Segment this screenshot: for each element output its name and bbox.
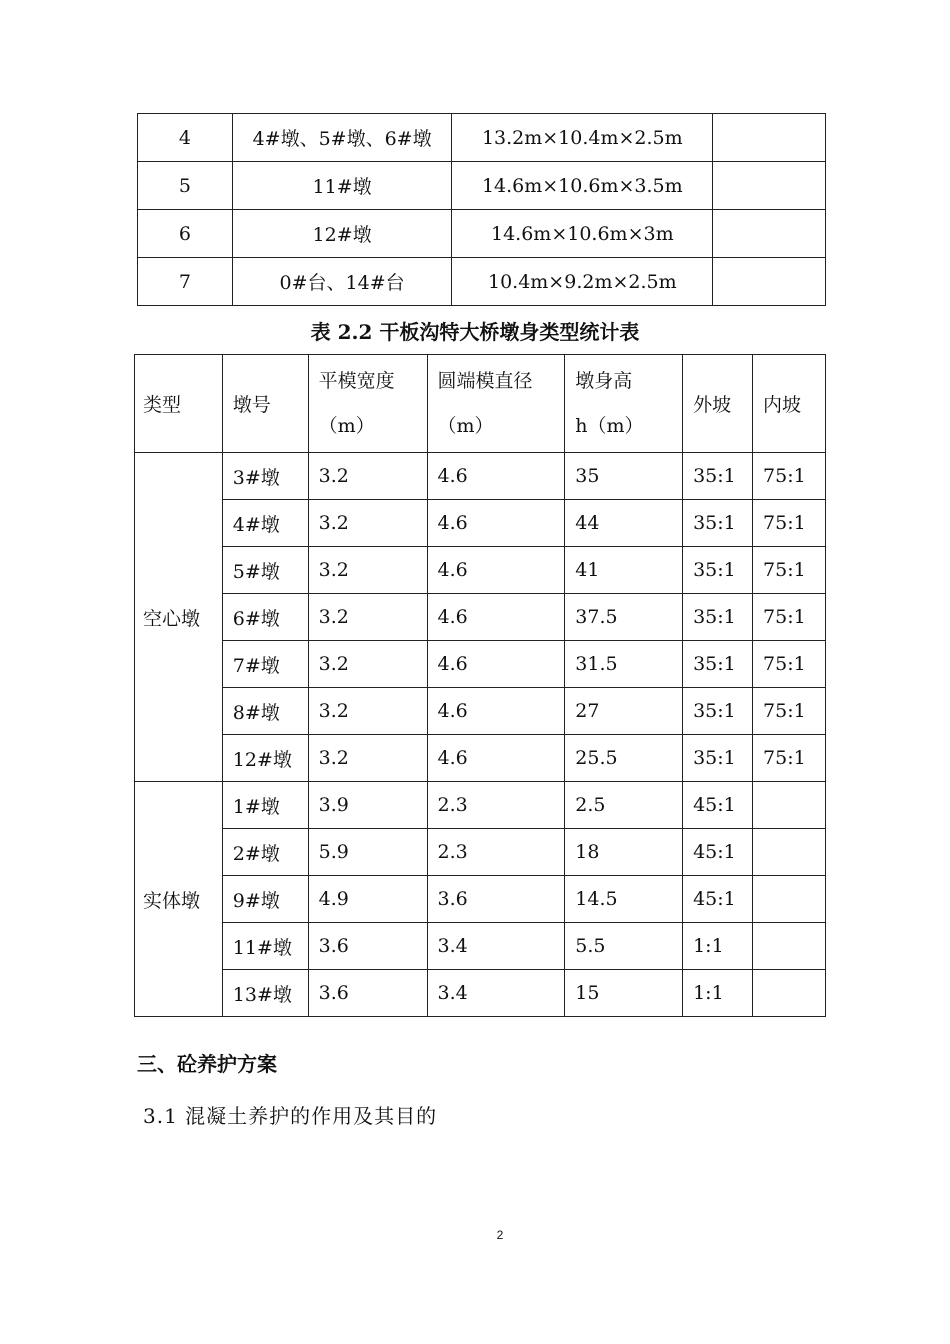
table-cell: 3.2: [308, 735, 427, 782]
header-height-line2: h（m）: [575, 414, 644, 437]
table-cell: 3.4: [427, 923, 565, 970]
table-cell: 4#墩: [222, 500, 308, 547]
table-row: [138, 258, 826, 306]
table-cell: 12#墩: [232, 210, 452, 258]
table-cell: [753, 970, 826, 1017]
table-cell: 2#墩: [222, 829, 308, 876]
pier-type-table: [134, 354, 826, 1017]
table-cell: 15: [565, 970, 683, 1017]
table-cell: 35:1: [683, 500, 753, 547]
table-row: [135, 641, 826, 688]
table-row: [135, 500, 826, 547]
table-row: [138, 114, 826, 162]
header-type: 类型: [135, 355, 223, 453]
table-cell: [713, 114, 826, 162]
table-cell: 10.4m×9.2m×2.5m: [452, 258, 713, 306]
table-cell: 45:1: [683, 782, 753, 829]
table-cell: 5.9: [308, 829, 427, 876]
table-cell: 1:1: [683, 970, 753, 1017]
table-cell: 2.5: [565, 782, 683, 829]
table-cell: 27: [565, 688, 683, 735]
table-cell: 6: [138, 210, 233, 258]
table-cell: 75:1: [753, 735, 826, 782]
table-cell: 1#墩: [222, 782, 308, 829]
header-height-line1: 墩身高: [575, 369, 633, 392]
table-cell: 3.9: [308, 782, 427, 829]
table-cell: 1:1: [683, 923, 753, 970]
subsection-heading: 3.1 混凝土养护的作用及其目的: [143, 1104, 438, 1128]
table-cell: [753, 876, 826, 923]
table-cell: 35:1: [683, 453, 753, 500]
table-cell: 7#墩: [222, 641, 308, 688]
table-cell: 14.5: [565, 876, 683, 923]
table-cell: 0#台、14#台: [232, 258, 452, 306]
table-cell: 75:1: [753, 547, 826, 594]
table-row: [135, 735, 826, 782]
table-cell: 4.6: [427, 688, 565, 735]
header-round-diameter-line1: 圆端模直径: [437, 369, 533, 392]
table-row: [135, 782, 826, 829]
table-cell: [713, 258, 826, 306]
table-cell: 3.2: [308, 688, 427, 735]
table-cell: 13#墩: [222, 970, 308, 1017]
table-cell: 35: [565, 453, 683, 500]
table-cell: 5.5: [565, 923, 683, 970]
table-cell: 2.3: [427, 829, 565, 876]
table-cell: 8#墩: [222, 688, 308, 735]
table-cell: [753, 923, 826, 970]
table-cell: 6#墩: [222, 594, 308, 641]
table-cell: 35:1: [683, 735, 753, 782]
table-cell: 3.6: [308, 923, 427, 970]
pier-type-cell: 空心墩: [135, 453, 223, 782]
table-cell: 11#墩: [232, 162, 452, 210]
table-cell: [713, 162, 826, 210]
table-cell: 25.5: [565, 735, 683, 782]
table-row: [138, 162, 826, 210]
table-cell: 12#墩: [222, 735, 308, 782]
pier-type-cell: 实体墩: [135, 782, 223, 1017]
table-cell: 5: [138, 162, 233, 210]
table-row: [138, 210, 826, 258]
table-cell: 4.6: [427, 735, 565, 782]
table-cell: 3.2: [308, 500, 427, 547]
header-pier-no: 墩号: [222, 355, 308, 453]
table-cell: 18: [565, 829, 683, 876]
table-cell: 44: [565, 500, 683, 547]
table-cell: 14.6m×10.6m×3.5m: [452, 162, 713, 210]
header-round-diameter-line2: （m）: [437, 414, 494, 437]
table-cell: 3.6: [427, 876, 565, 923]
table-cell: 3.2: [308, 453, 427, 500]
section-heading: 三、砼养护方案: [137, 1052, 277, 1076]
table-row: [135, 970, 826, 1017]
table-cell: 4#墩、5#墩、6#墩: [232, 114, 452, 162]
table-cell: 3.4: [427, 970, 565, 1017]
table-cell: 3#墩: [222, 453, 308, 500]
table-cell: 14.6m×10.6m×3m: [452, 210, 713, 258]
table-cell: 75:1: [753, 500, 826, 547]
table-cell: 9#墩: [222, 876, 308, 923]
page-number: 2: [496, 1228, 504, 1242]
table-cell: 3.2: [308, 594, 427, 641]
table-row: [135, 594, 826, 641]
table-cell: 3.6: [308, 970, 427, 1017]
table-cell: 45:1: [683, 829, 753, 876]
table-cell: 35:1: [683, 547, 753, 594]
table-cell: 75:1: [753, 641, 826, 688]
table-cell: 4.6: [427, 547, 565, 594]
table-cell: 35:1: [683, 641, 753, 688]
table-row: [135, 923, 826, 970]
table-cell: 37.5: [565, 594, 683, 641]
table-cell: 75:1: [753, 594, 826, 641]
table-cell: 11#墩: [222, 923, 308, 970]
table-cell: 45:1: [683, 876, 753, 923]
table-cell: 3.2: [308, 641, 427, 688]
table-cell: 35:1: [683, 594, 753, 641]
foundation-size-table: [137, 113, 826, 306]
header-round-diameter: [427, 355, 565, 453]
table-row: [135, 876, 826, 923]
table-row: [135, 829, 826, 876]
table-caption: 表 2.2 干板沟特大桥墩身类型统计表: [310, 320, 640, 344]
table-cell: 3.2: [308, 547, 427, 594]
table-cell: 35:1: [683, 688, 753, 735]
table-cell: 7: [138, 258, 233, 306]
table-cell: 4.6: [427, 594, 565, 641]
table-row: [135, 547, 826, 594]
table-cell: 2.3: [427, 782, 565, 829]
table-cell: 4.6: [427, 641, 565, 688]
table-cell: 75:1: [753, 688, 826, 735]
table-cell: 13.2m×10.4m×2.5m: [452, 114, 713, 162]
header-flat-width: [308, 355, 427, 453]
table-cell: 4.6: [427, 453, 565, 500]
header-flat-width-line1: 平模宽度: [318, 369, 395, 392]
table-header-row: [135, 355, 826, 453]
table-cell: 31.5: [565, 641, 683, 688]
table-cell: [753, 829, 826, 876]
header-inner-slope: 内坡: [753, 355, 826, 453]
header-flat-width-line2: （m）: [318, 414, 375, 437]
table-cell: 75:1: [753, 453, 826, 500]
table-cell: [713, 210, 826, 258]
header-height: [565, 355, 683, 453]
table-cell: [753, 782, 826, 829]
table-cell: 5#墩: [222, 547, 308, 594]
table-row: [135, 688, 826, 735]
table-row: [135, 453, 826, 500]
table-cell: 41: [565, 547, 683, 594]
table-cell: 4.9: [308, 876, 427, 923]
table-cell: 4: [138, 114, 233, 162]
table-cell: 4.6: [427, 500, 565, 547]
header-outer-slope: 外坡: [683, 355, 753, 453]
